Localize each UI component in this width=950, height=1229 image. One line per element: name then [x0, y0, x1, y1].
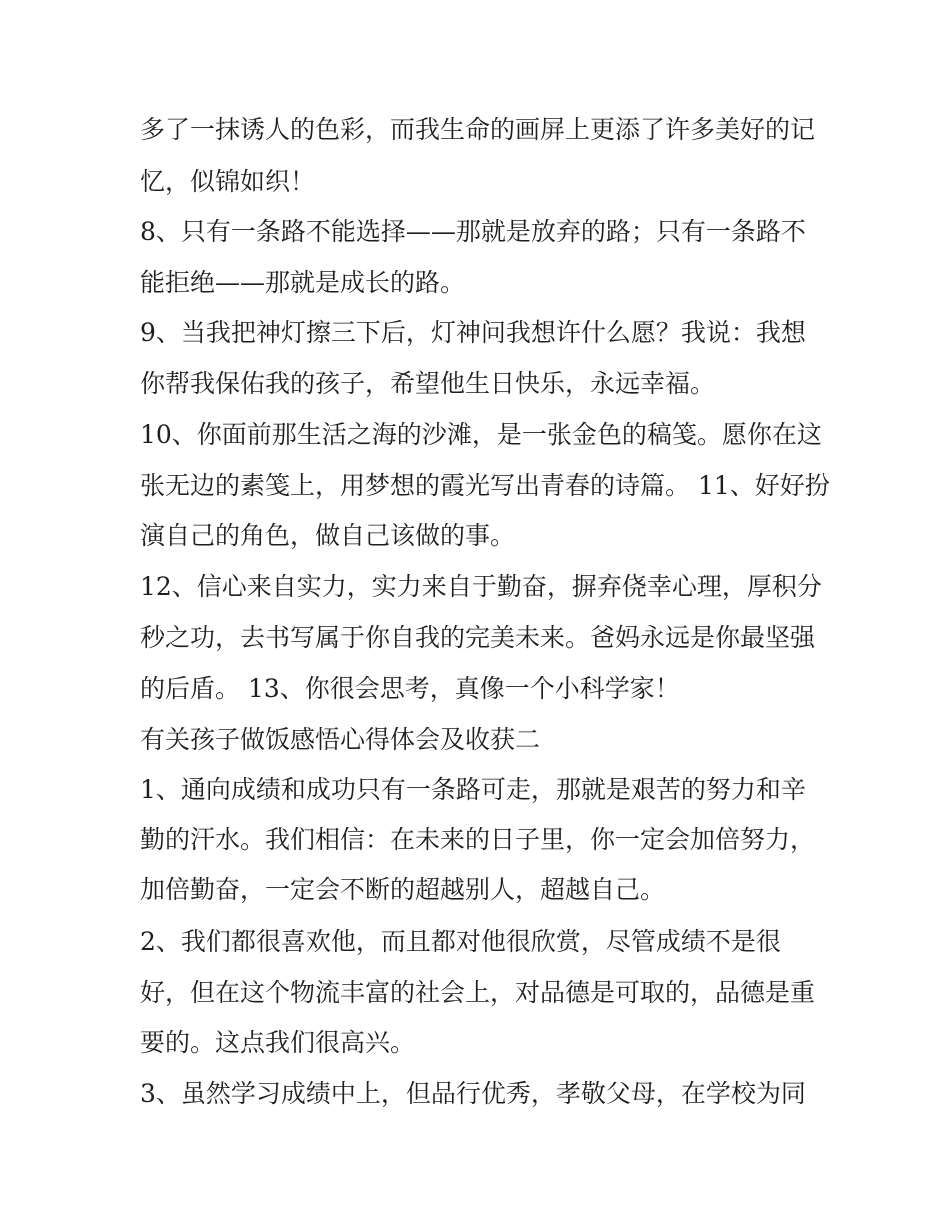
- text-line: 忆，似锦如织！: [140, 167, 316, 196]
- text-line: 2、我们都很喜欢他，而且都对他很欣赏，尽管成绩不是很: [140, 927, 781, 956]
- text-line: 勤的汗水。我们相信：在未来的日子里，你一定会加倍努力，: [140, 825, 816, 854]
- text-line: 多了一抹诱人的色彩，而我生命的画屏上更添了许多美好的记: [140, 115, 816, 144]
- text-line: 要的。这点我们很高兴。: [140, 1028, 416, 1057]
- text-line: 1、通向成绩和成功只有一条路可走，那就是艰苦的努力和辛: [140, 775, 806, 804]
- text-line: 张无边的素笺上，用梦想的霞光写出青春的诗篇。 11、好好扮: [140, 471, 830, 500]
- text-line: 10、你面前那生活之海的沙滩，是一张金色的稿笺。愿你在这: [140, 420, 822, 449]
- text-line: 你帮我保佑我的孩子，希望他生日快乐，永远幸福。: [140, 369, 716, 398]
- text-line: 的后盾。 13、你很会思考，真像一个小科学家！: [140, 674, 680, 703]
- text-line: 3、虽然学习成绩中上，但品行优秀，孝敬父母，在学校为同: [140, 1079, 806, 1108]
- text-line: 演自己的角色，做自己该做的事。: [140, 521, 516, 550]
- section-heading: 有关孩子做饭感悟心得体会及收获二: [140, 725, 541, 754]
- text-line: 9、当我把神灯擦三下后，灯神问我想许什么愿？我说：我想: [140, 318, 806, 347]
- text-line: 8、只有一条路不能选择——那就是放弃的路；只有一条路不: [140, 217, 806, 246]
- text-line: 12、信心来自实力，实力来自于勤奋，摒弃侥幸心理，厚积分: [140, 572, 822, 601]
- text-line: 能拒绝——那就是成长的路。: [140, 268, 466, 297]
- text-line: 秒之功，去书写属于你自我的完美未来。爸妈永远是你最坚强: [140, 623, 816, 652]
- text-line: 加倍勤奋，一定会不断的超越别人，超越自己。: [140, 875, 666, 904]
- text-line: 好，但在这个物流丰富的社会上，对品德是可取的，品德是重: [140, 978, 816, 1007]
